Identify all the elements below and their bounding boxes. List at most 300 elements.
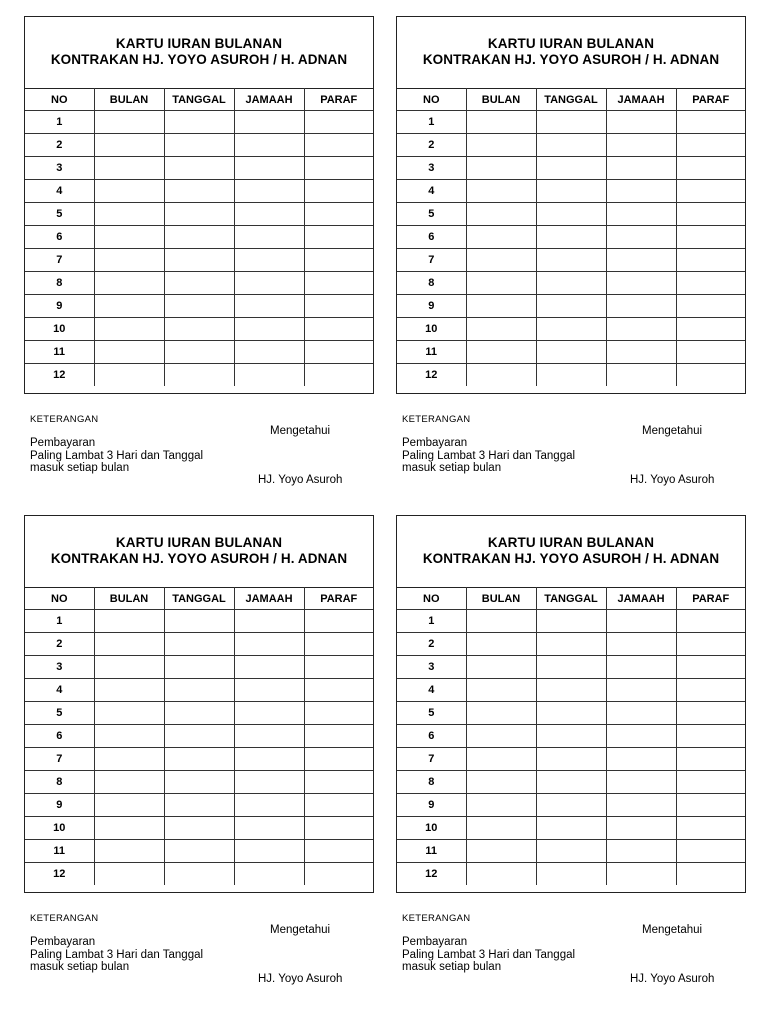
signatory-name: HJ. Yoyo Asuroh (258, 474, 343, 486)
cell-tanggal[interactable] (164, 203, 234, 226)
cell-paraf[interactable] (676, 134, 745, 157)
cell-jamaah[interactable] (606, 318, 676, 341)
cell-tanggal[interactable] (164, 134, 234, 157)
table-row (25, 318, 373, 341)
cell-tanggal[interactable] (164, 249, 234, 272)
cell-tanggal[interactable] (536, 725, 606, 748)
cell-jamaah[interactable] (606, 633, 676, 656)
cell-jamaah[interactable] (234, 111, 304, 134)
cell-paraf[interactable] (676, 111, 745, 134)
row-number: 8 (397, 272, 466, 295)
cell-paraf[interactable] (676, 794, 745, 817)
row-number: 5 (25, 702, 94, 725)
row-number: 11 (397, 840, 466, 863)
cell-jamaah[interactable] (234, 840, 304, 863)
note-line: Paling Lambat 3 Hari dan Tanggal (30, 449, 204, 462)
cell-bulan[interactable] (466, 794, 536, 817)
row-number: 6 (25, 226, 94, 249)
cell-tanggal[interactable] (536, 249, 606, 272)
row-number: 9 (397, 794, 466, 817)
table-row (397, 725, 745, 748)
row-number: 4 (25, 180, 94, 203)
cell-tanggal[interactable] (536, 702, 606, 725)
row-number: 5 (397, 203, 466, 226)
cell-jamaah[interactable] (606, 203, 676, 226)
cell-bulan[interactable] (94, 840, 164, 863)
cell-bulan[interactable] (466, 702, 536, 725)
note-line: Pembayaran (402, 437, 468, 449)
cell-tanggal[interactable] (536, 748, 606, 771)
table-row (397, 134, 745, 157)
table-header-row (397, 89, 745, 111)
cell-bulan[interactable] (466, 295, 536, 318)
cell-jamaah[interactable] (234, 272, 304, 295)
cell-tanggal[interactable] (164, 863, 234, 886)
cell-tanggal[interactable] (536, 295, 606, 318)
cell-paraf[interactable] (304, 157, 373, 180)
column-header-jamaah: JAMAAH (234, 89, 304, 111)
cell-paraf[interactable] (676, 226, 745, 249)
cell-paraf[interactable] (304, 794, 373, 817)
table-row (25, 157, 373, 180)
cell-jamaah[interactable] (234, 249, 304, 272)
cell-tanggal[interactable] (164, 364, 234, 387)
cell-bulan[interactable] (466, 817, 536, 840)
cell-bulan[interactable] (94, 180, 164, 203)
cell-tanggal[interactable] (536, 111, 606, 134)
cell-jamaah[interactable] (234, 748, 304, 771)
cell-tanggal[interactable] (536, 203, 606, 226)
cell-tanggal[interactable] (536, 633, 606, 656)
cell-jamaah[interactable] (606, 295, 676, 318)
cell-paraf[interactable] (676, 771, 745, 794)
table-header-row (25, 89, 373, 111)
cell-tanggal[interactable] (164, 341, 234, 364)
cell-tanggal[interactable] (164, 840, 234, 863)
cell-paraf[interactable] (304, 840, 373, 863)
cell-paraf[interactable] (304, 249, 373, 272)
cell-jamaah[interactable] (606, 249, 676, 272)
cell-jamaah[interactable] (234, 295, 304, 318)
cell-bulan[interactable] (466, 863, 536, 886)
cell-paraf[interactable] (676, 318, 745, 341)
cell-bulan[interactable] (94, 226, 164, 249)
cell-paraf[interactable] (676, 679, 745, 702)
row-number: 9 (25, 295, 94, 318)
cell-tanggal[interactable] (536, 679, 606, 702)
row-number: 12 (25, 364, 94, 387)
table-row (397, 364, 745, 387)
card-title-line1: KARTU IURAN BULANAN (115, 535, 283, 550)
row-number: 6 (25, 725, 94, 748)
table-row (397, 656, 745, 679)
cell-paraf[interactable] (676, 817, 745, 840)
cell-jamaah[interactable] (234, 771, 304, 794)
row-number: 4 (397, 679, 466, 702)
cell-jamaah[interactable] (234, 863, 304, 886)
cell-jamaah[interactable] (234, 610, 304, 633)
column-header-jamaah: JAMAAH (234, 588, 304, 610)
cell-jamaah[interactable] (606, 748, 676, 771)
cell-bulan[interactable] (466, 748, 536, 771)
cell-paraf[interactable] (304, 341, 373, 364)
cell-bulan[interactable] (466, 272, 536, 295)
cell-tanggal[interactable] (164, 610, 234, 633)
cell-jamaah[interactable] (606, 157, 676, 180)
cell-bulan[interactable] (94, 249, 164, 272)
cell-bulan[interactable] (94, 272, 164, 295)
payment-note (30, 936, 203, 974)
cell-paraf[interactable] (304, 134, 373, 157)
cell-jamaah[interactable] (234, 725, 304, 748)
cell-paraf[interactable] (304, 295, 373, 318)
column-header-no: NO (25, 588, 94, 610)
cell-jamaah[interactable] (234, 679, 304, 702)
cell-jamaah[interactable] (234, 180, 304, 203)
row-number: 9 (25, 794, 94, 817)
payment-note (30, 437, 203, 475)
cell-bulan[interactable] (94, 364, 164, 387)
cell-jamaah[interactable] (606, 679, 676, 702)
cell-jamaah[interactable] (234, 134, 304, 157)
table-row (397, 249, 745, 272)
cell-bulan[interactable] (94, 610, 164, 633)
keterangan-label: KETERANGAN (30, 913, 99, 924)
cell-paraf[interactable] (304, 748, 373, 771)
cell-bulan[interactable] (466, 840, 536, 863)
cell-paraf[interactable] (676, 272, 745, 295)
cell-jamaah[interactable] (234, 341, 304, 364)
cell-jamaah[interactable] (606, 840, 676, 863)
cell-tanggal[interactable] (164, 656, 234, 679)
cell-jamaah[interactable] (606, 794, 676, 817)
cell-tanggal[interactable] (536, 272, 606, 295)
cell-bulan[interactable] (466, 610, 536, 633)
note-line: masuk setiap bulan (30, 961, 130, 973)
cell-tanggal[interactable] (164, 702, 234, 725)
cell-bulan[interactable] (94, 134, 164, 157)
cell-jamaah[interactable] (606, 364, 676, 387)
keterangan-label: KETERANGAN (402, 913, 471, 924)
cell-bulan[interactable] (94, 633, 164, 656)
cell-jamaah[interactable] (234, 203, 304, 226)
cell-bulan[interactable] (466, 341, 536, 364)
payment-note (402, 437, 575, 475)
cell-tanggal[interactable] (164, 318, 234, 341)
cell-jamaah[interactable] (606, 111, 676, 134)
table-row (25, 679, 373, 702)
note-line: Paling Lambat 3 Hari dan Tanggal (402, 449, 576, 462)
cell-paraf[interactable] (676, 341, 745, 364)
cell-bulan[interactable] (466, 111, 536, 134)
cell-bulan[interactable] (94, 771, 164, 794)
cell-paraf[interactable] (676, 725, 745, 748)
table-row (25, 656, 373, 679)
column-header-paraf: PARAF (304, 89, 373, 111)
cell-jamaah[interactable] (234, 157, 304, 180)
cell-tanggal[interactable] (536, 226, 606, 249)
cell-tanggal[interactable] (536, 180, 606, 203)
cell-bulan[interactable] (466, 364, 536, 387)
cell-jamaah[interactable] (606, 702, 676, 725)
row-number: 10 (25, 817, 94, 840)
row-number: 1 (397, 610, 466, 633)
cell-jamaah[interactable] (606, 341, 676, 364)
note-line: Pembayaran (30, 936, 96, 948)
table-row (25, 748, 373, 771)
cell-jamaah[interactable] (234, 226, 304, 249)
cell-paraf[interactable] (304, 610, 373, 633)
column-header-no: NO (25, 89, 94, 111)
column-header-jamaah: JAMAAH (606, 588, 676, 610)
cell-tanggal[interactable] (164, 157, 234, 180)
cell-tanggal[interactable] (164, 111, 234, 134)
cell-jamaah[interactable] (234, 364, 304, 387)
row-number: 3 (397, 157, 466, 180)
cell-tanggal[interactable] (164, 633, 234, 656)
cell-paraf[interactable] (304, 771, 373, 794)
dues-table (25, 587, 373, 885)
cell-paraf[interactable] (304, 364, 373, 387)
cell-tanggal[interactable] (164, 679, 234, 702)
cell-jamaah[interactable] (234, 633, 304, 656)
cell-bulan[interactable] (94, 725, 164, 748)
row-number: 8 (397, 771, 466, 794)
mengetahui-label: Mengetahui (642, 924, 703, 936)
column-header-bulan: BULAN (466, 588, 536, 610)
table-row (25, 272, 373, 295)
cell-tanggal[interactable] (536, 341, 606, 364)
cell-paraf[interactable] (304, 679, 373, 702)
card-title-line1: KARTU IURAN BULANAN (487, 535, 655, 550)
column-header-no: NO (397, 588, 466, 610)
note-line: Pembayaran (30, 437, 96, 449)
cell-jamaah[interactable] (234, 702, 304, 725)
cell-tanggal[interactable] (164, 771, 234, 794)
cell-jamaah[interactable] (606, 725, 676, 748)
table-row (397, 863, 745, 886)
cell-paraf[interactable] (676, 656, 745, 679)
cell-paraf[interactable] (676, 249, 745, 272)
card-frame (24, 16, 374, 394)
cell-bulan[interactable] (94, 748, 164, 771)
cell-tanggal[interactable] (164, 748, 234, 771)
cell-jamaah[interactable] (606, 817, 676, 840)
table-row (397, 633, 745, 656)
cell-tanggal[interactable] (164, 226, 234, 249)
table-row (397, 817, 745, 840)
cell-bulan[interactable] (94, 157, 164, 180)
cell-bulan[interactable] (94, 702, 164, 725)
cell-bulan[interactable] (466, 249, 536, 272)
cell-bulan[interactable] (94, 656, 164, 679)
table-row (25, 702, 373, 725)
cell-jamaah[interactable] (606, 863, 676, 886)
column-header-jamaah: JAMAAH (606, 89, 676, 111)
cell-bulan[interactable] (466, 656, 536, 679)
table-row (25, 794, 373, 817)
cell-bulan[interactable] (94, 111, 164, 134)
cell-tanggal[interactable] (164, 725, 234, 748)
cell-bulan[interactable] (466, 318, 536, 341)
note-line: Paling Lambat 3 Hari dan Tanggal (30, 948, 204, 961)
cell-jamaah[interactable] (234, 318, 304, 341)
cell-jamaah[interactable] (606, 226, 676, 249)
cell-paraf[interactable] (676, 157, 745, 180)
cell-bulan[interactable] (94, 817, 164, 840)
row-number: 4 (25, 679, 94, 702)
note-line: masuk setiap bulan (402, 462, 502, 474)
row-number: 2 (397, 134, 466, 157)
row-number: 11 (25, 341, 94, 364)
row-number: 1 (397, 111, 466, 134)
row-number: 9 (397, 295, 466, 318)
cell-bulan[interactable] (466, 679, 536, 702)
cell-tanggal[interactable] (536, 794, 606, 817)
row-number: 4 (397, 180, 466, 203)
cell-bulan[interactable] (94, 203, 164, 226)
cell-paraf[interactable] (304, 272, 373, 295)
cell-bulan[interactable] (94, 295, 164, 318)
cell-jamaah[interactable] (606, 180, 676, 203)
cell-bulan[interactable] (466, 226, 536, 249)
note-line: masuk setiap bulan (402, 961, 502, 973)
table-row (25, 817, 373, 840)
cell-paraf[interactable] (676, 840, 745, 863)
table-row (397, 180, 745, 203)
cell-paraf[interactable] (304, 226, 373, 249)
row-number: 7 (397, 249, 466, 272)
mengetahui-label: Mengetahui (270, 924, 331, 936)
cell-bulan[interactable] (94, 679, 164, 702)
cell-jamaah[interactable] (606, 134, 676, 157)
cell-paraf[interactable] (304, 702, 373, 725)
cell-bulan[interactable] (94, 318, 164, 341)
cell-bulan[interactable] (94, 794, 164, 817)
cell-tanggal[interactable] (536, 840, 606, 863)
cell-tanggal[interactable] (536, 318, 606, 341)
cell-paraf[interactable] (304, 817, 373, 840)
cell-paraf[interactable] (676, 610, 745, 633)
cell-jamaah[interactable] (606, 771, 676, 794)
signatory-name: HJ. Yoyo Asuroh (630, 474, 715, 486)
cell-paraf[interactable] (304, 203, 373, 226)
table-header-row (397, 588, 745, 610)
table-row (397, 203, 745, 226)
cell-tanggal[interactable] (536, 364, 606, 387)
cell-paraf[interactable] (676, 748, 745, 771)
cell-bulan[interactable] (466, 157, 536, 180)
cell-paraf[interactable] (304, 318, 373, 341)
cell-paraf[interactable] (304, 725, 373, 748)
cell-tanggal[interactable] (536, 610, 606, 633)
dues-table (25, 88, 373, 386)
card-title-line2: KONTRAKAN HJ. YOYO ASUROH / H. ADNAN (422, 551, 720, 566)
table-row (397, 794, 745, 817)
table-row (25, 134, 373, 157)
cell-paraf[interactable] (676, 863, 745, 886)
cell-jamaah[interactable] (606, 656, 676, 679)
column-header-tanggal: TANGGAL (164, 89, 234, 111)
cell-tanggal[interactable] (164, 794, 234, 817)
table-row (397, 341, 745, 364)
cell-tanggal[interactable] (536, 771, 606, 794)
cell-jamaah[interactable] (606, 610, 676, 633)
column-header-paraf: PARAF (304, 588, 373, 610)
cell-tanggal[interactable] (536, 134, 606, 157)
cell-bulan[interactable] (94, 863, 164, 886)
cell-jamaah[interactable] (606, 272, 676, 295)
row-number: 7 (25, 748, 94, 771)
cell-paraf[interactable] (304, 633, 373, 656)
cell-bulan[interactable] (466, 134, 536, 157)
table-row (397, 295, 745, 318)
column-header-tanggal: TANGGAL (536, 89, 606, 111)
cell-paraf[interactable] (676, 633, 745, 656)
cell-bulan[interactable] (466, 725, 536, 748)
cell-bulan[interactable] (466, 633, 536, 656)
table-row (397, 702, 745, 725)
cell-tanggal[interactable] (164, 295, 234, 318)
column-header-bulan: BULAN (94, 588, 164, 610)
row-number: 2 (25, 633, 94, 656)
cell-jamaah[interactable] (234, 794, 304, 817)
cell-paraf[interactable] (304, 111, 373, 134)
cell-bulan[interactable] (466, 203, 536, 226)
table-header-row (25, 588, 373, 610)
cell-paraf[interactable] (676, 180, 745, 203)
cell-paraf[interactable] (304, 863, 373, 886)
table-row (397, 226, 745, 249)
cell-bulan[interactable] (466, 180, 536, 203)
row-number: 12 (397, 863, 466, 886)
table-row (25, 610, 373, 633)
cell-paraf[interactable] (676, 203, 745, 226)
table-row (25, 111, 373, 134)
column-header-paraf: PARAF (676, 89, 745, 111)
table-row (25, 180, 373, 203)
cell-paraf[interactable] (676, 702, 745, 725)
signatory-name: HJ. Yoyo Asuroh (630, 973, 715, 985)
table-row (25, 226, 373, 249)
cell-tanggal[interactable] (164, 272, 234, 295)
row-number: 12 (397, 364, 466, 387)
cell-tanggal[interactable] (536, 157, 606, 180)
cell-tanggal[interactable] (536, 656, 606, 679)
cell-paraf[interactable] (304, 656, 373, 679)
cell-jamaah[interactable] (234, 656, 304, 679)
column-header-bulan: BULAN (94, 89, 164, 111)
cell-paraf[interactable] (676, 295, 745, 318)
cell-tanggal[interactable] (164, 180, 234, 203)
row-number: 5 (25, 203, 94, 226)
cell-jamaah[interactable] (234, 817, 304, 840)
row-number: 12 (25, 863, 94, 886)
signatory-name: HJ. Yoyo Asuroh (258, 973, 343, 985)
row-number: 10 (397, 318, 466, 341)
cell-tanggal[interactable] (164, 817, 234, 840)
cell-bulan[interactable] (94, 341, 164, 364)
mengetahui-label: Mengetahui (642, 425, 703, 437)
table-row (25, 364, 373, 387)
note-line: Paling Lambat 3 Hari dan Tanggal (402, 948, 576, 961)
cell-paraf[interactable] (676, 364, 745, 387)
cell-paraf[interactable] (304, 180, 373, 203)
cell-bulan[interactable] (466, 771, 536, 794)
card-title (397, 36, 745, 68)
cell-tanggal[interactable] (536, 863, 606, 886)
cell-tanggal[interactable] (536, 817, 606, 840)
